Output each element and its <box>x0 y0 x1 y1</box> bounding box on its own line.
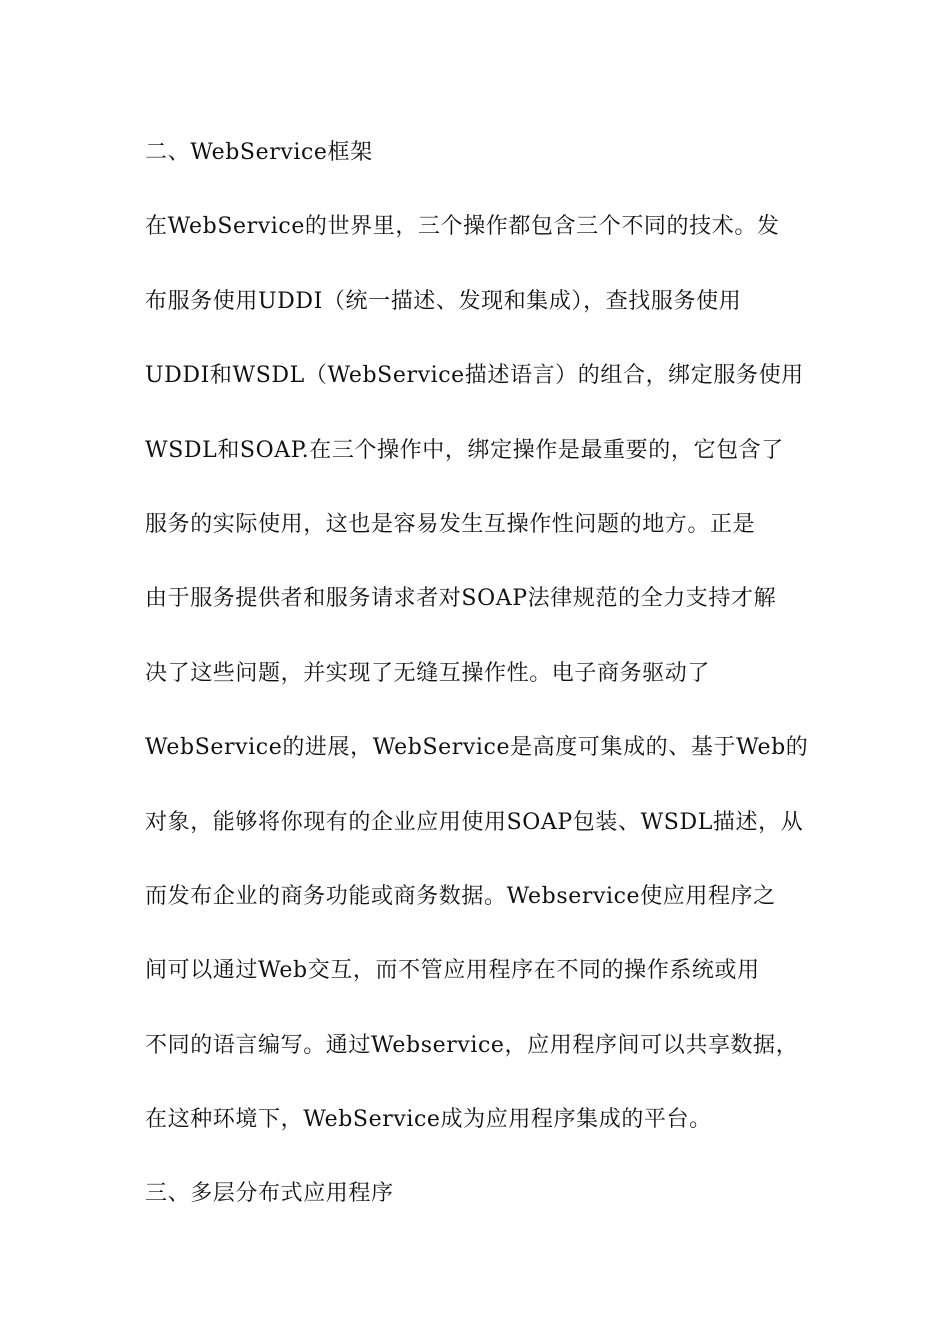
paragraph-line: 而发布企业的商务功能或商务数据。Webservice使应用程序之 <box>145 883 776 909</box>
section-heading-multitier-distributed-apps: 三、多层分布式应用程序 <box>145 1181 394 1207</box>
paragraph-line: 由于服务提供者和服务请求者对SOAP法律规范的全力支持才解 <box>145 586 777 612</box>
paragraph-line: WSDL和SOAP.在三个操作中，绑定操作是最重要的，它包含了 <box>145 437 784 463</box>
document-body <box>145 133 825 1249</box>
paragraph-line: 服务的实际使用，这也是容易发生互操作性问题的地方。正是 <box>145 511 756 537</box>
paragraph-line: 布服务使用UDDI（统一描述、发现和集成），查找服务使用 <box>145 288 742 314</box>
paragraph-line: 决了这些问题，并实现了无缝互操作性。电子商务驱动了 <box>145 660 711 686</box>
section-heading-webservice-framework: 二、WebService框架 <box>145 140 373 165</box>
paragraph-line: 间可以通过Web交互，而不管应用程序在不同的操作系统或用 <box>145 958 760 984</box>
paragraph-line: UDDI和WSDL（WebService描述语言）的组合，绑定服务使用 <box>145 363 804 389</box>
paragraph-line: 对象，能够将你现有的企业应用使用SOAP包装、WSDL描述，从 <box>145 809 804 835</box>
paragraph-line: 在WebService的世界里，三个操作都包含三个不同的技术。发 <box>145 214 780 240</box>
paragraph-line: 在这种环境下，WebService成为应用程序集成的平台。 <box>145 1107 712 1133</box>
paragraph-line: WebService的进展，WebService是高度可集成的、基于Web的 <box>145 735 809 761</box>
paragraph-line: 不同的语言编写。通过Webservice，应用程序间可以共享数据， <box>145 1032 799 1058</box>
